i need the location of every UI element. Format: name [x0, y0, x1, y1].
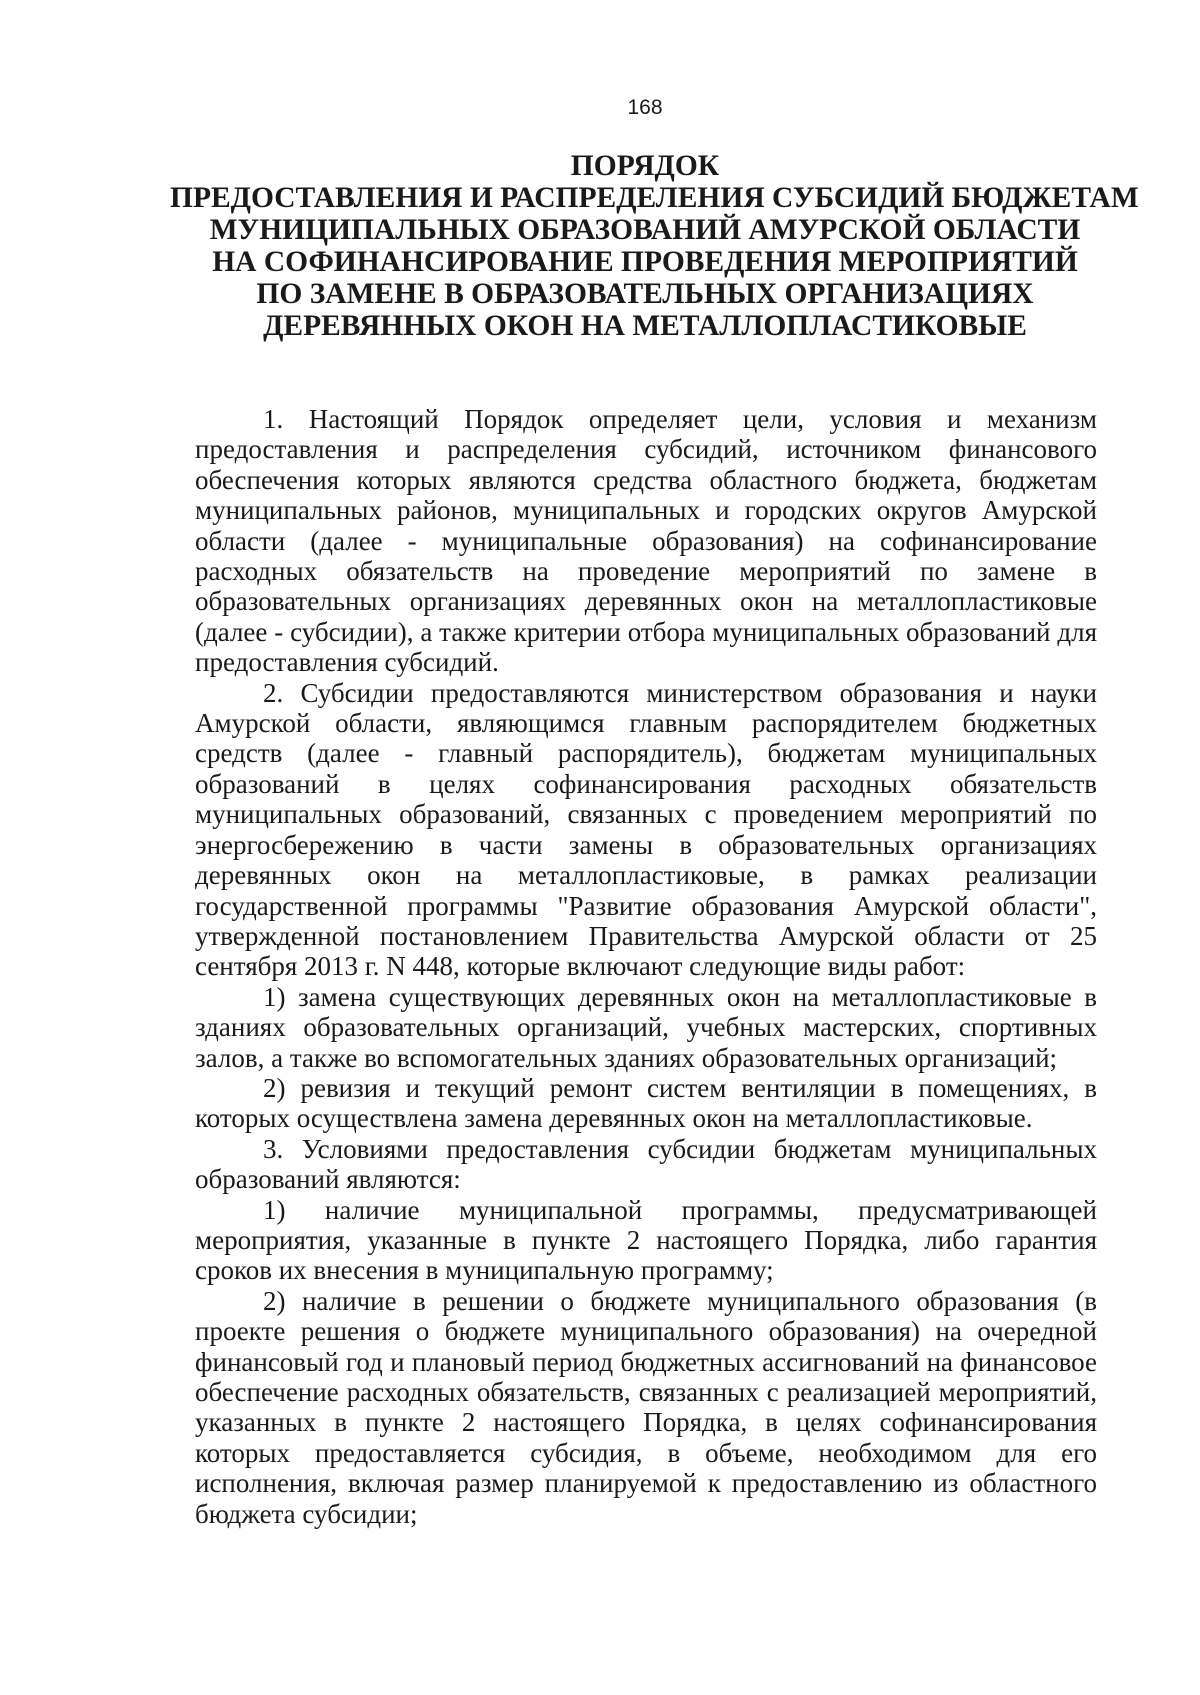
paragraph-3-item-1: 1) наличие муниципальной программы, предусматривающей мероприятия, указанные в пункте 2 настоящего Порядка, либо гарантия сроков их внесения в муниципальную программу;	[195, 1194, 1097, 1286]
paragraph-1: 1. Настоящий Порядок определяет цели, условия и механизм предоставления и распределения субсидий, источником финансового обеспечения которых являются средства областного бюджета, бюджетам муниципальных районов, муниципальных и городских округов Амурской области (далее - муниципальные образования) на софинансирование расходных обязательств на проведение мероприятий по замене в образовательных организациях деревянных окон на металлопластиковые (далее - субсидии), а также критерии отбора муниципальных образований для предоставления субсидий.	[195, 404, 1097, 678]
title-line: МУНИЦИПАЛЬНЫХ ОБРАЗОВАНИЙ АМУРСКОЙ ОБЛАСТИ	[209, 214, 1081, 246]
title-line: НА СОФИНАНСИРОВАНИЕ ПРОВЕДЕНИЯ МЕРОПРИЯТИЙ	[212, 246, 1078, 278]
paragraph-2-item-2: 2) ревизия и текущий ремонт систем вентиляции в помещениях, в которых осуществлена замена деревянных окон на металлопластиковые.	[195, 1072, 1097, 1134]
paragraph-2: 2. Субсидии предоставляются министерством образования и науки Амурской области, являющимся главным распорядителем бюджетных средств (далее - главный распорядитель), бюджетам муниципальных образований в целях софинансирования расходных обязательств муниципальных образований, связанных с проведением мероприятий по энергосбережению в части замены в образовательных организациях деревянных окон на металлопластиковые, в рамках реализации государственной программы "Развитие образования Амурской области", утвержденной постановлением Правительства Амурской области от 25 сентября 2013 г. N 448, которые включают следующие виды работ:	[195, 677, 1097, 982]
paragraph-3-item-2: 2) наличие в решении о бюджете муниципального образования (в проекте решения о бюджете муниципального образования) на очередной финансовый год и плановый период бюджетных ассигнований на финансовое обеспечение расходных обязательств, связанных с реализацией мероприятий, указанных в пункте 2 настоящего Порядка, в целях софинансирования которых предоставляется субсидия, в объеме, необходимом для его исполнения, включая размер планируемой к предоставлению из областного бюджета субсидии;	[195, 1285, 1097, 1529]
paragraph-3: 3. Условиями предоставления субсидии бюджетам муниципальных образований являются:	[195, 1133, 1097, 1195]
title-line: ПРЕДОСТАВЛЕНИЯ И РАСПРЕДЕЛЕНИЯ СУБСИДИЙ БЮДЖЕТАМ	[170, 182, 1139, 214]
paragraph-2-item-1: 1) замена существующих деревянных окон на металлопластиковые в зданиях образовательных организаций, учебных мастерских, спортивных залов, а также во вспомогательных зданиях образовательных организаций;	[195, 981, 1097, 1073]
document-title	[170, 150, 1139, 342]
title-line: ПОРЯДОК	[570, 150, 720, 182]
title-line: ПО ЗАМЕНЕ В ОБРАЗОВАТЕЛЬНЫХ ОРГАНИЗАЦИЯХ	[256, 278, 1034, 310]
title-line: ДЕРЕВЯННЫХ ОКОН НА МЕТАЛЛОПЛАСТИКОВЫЕ	[263, 310, 1027, 342]
page-number: 168	[627, 96, 663, 119]
document-body	[195, 404, 1097, 1529]
